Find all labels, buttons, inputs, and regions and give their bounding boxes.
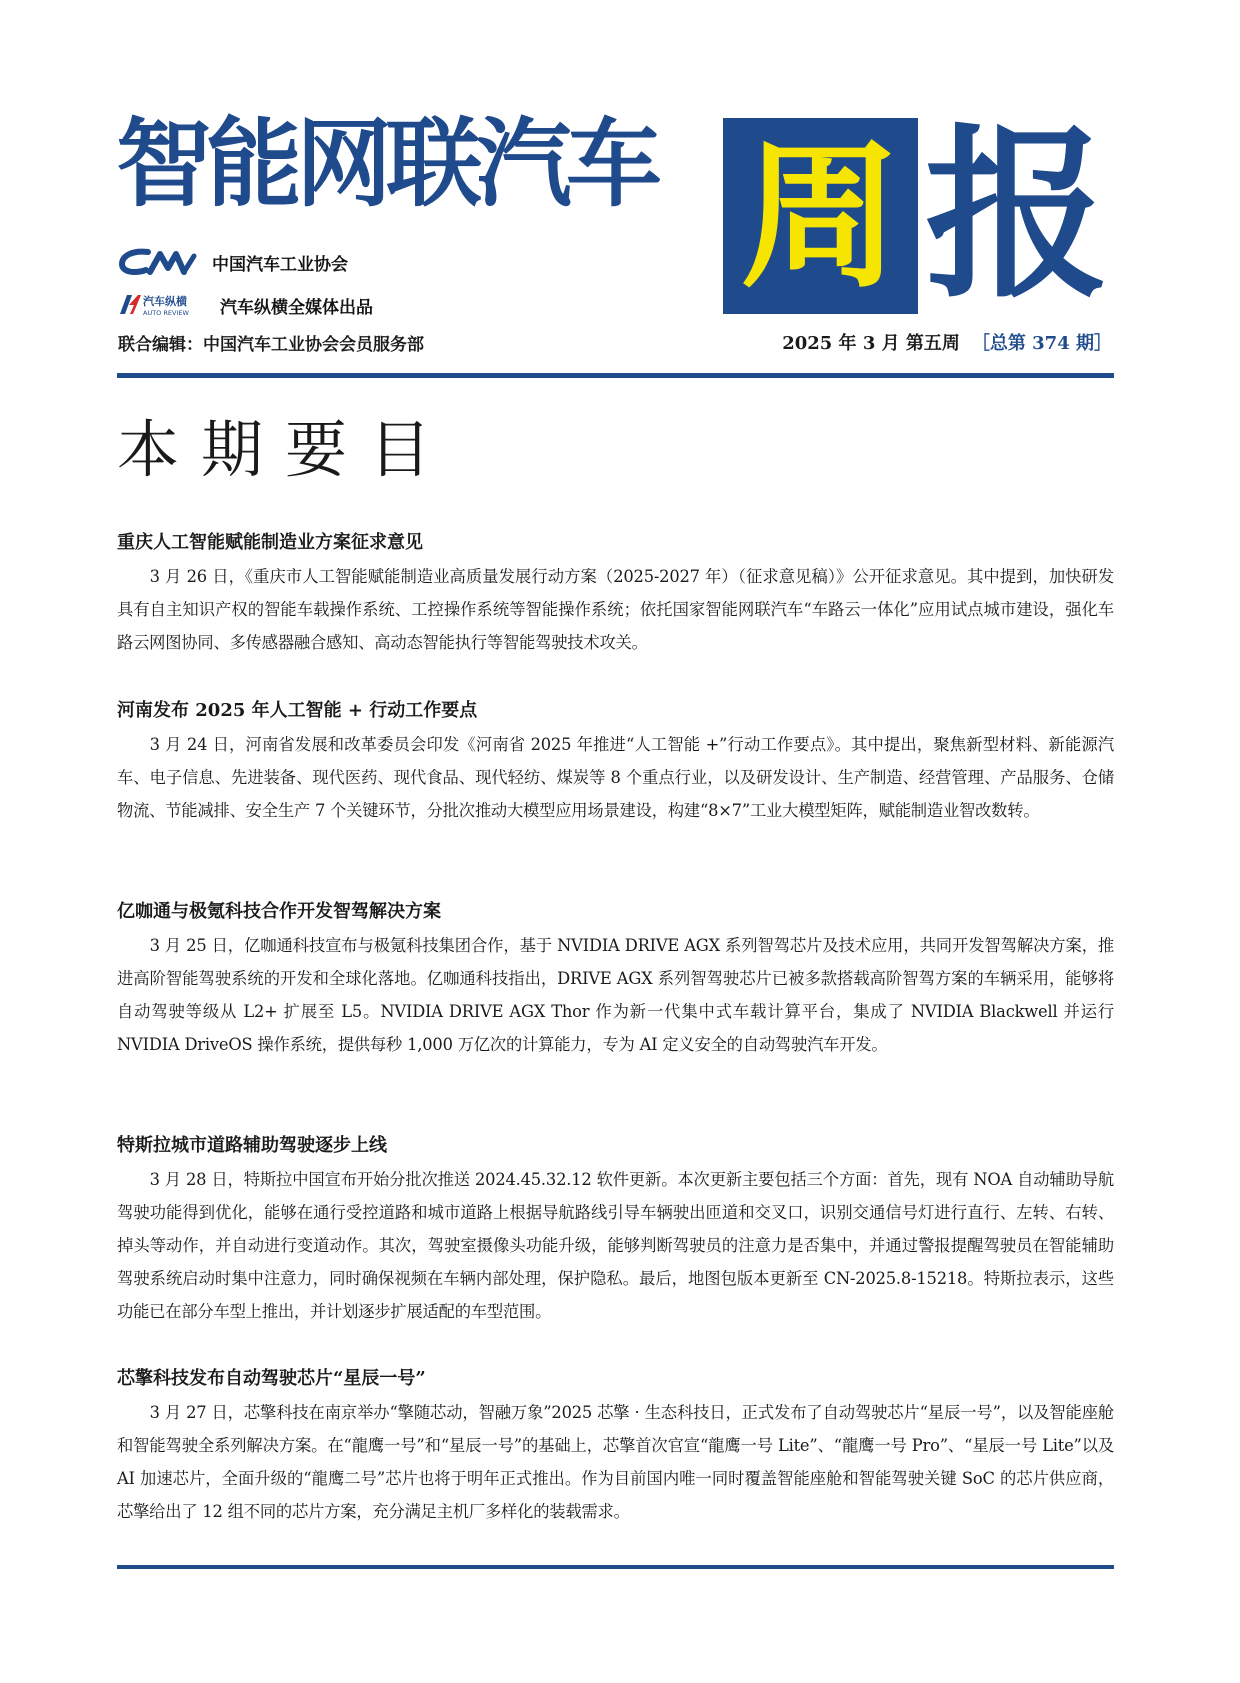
article-body: 3 月 25 日，亿咖通科技宣布与极氪科技集团合作，基于 NVIDIA DRIVE AGX 系列智驾芯片及技术应用，共同开发智驾解决方案，推进高阶智能驾驶系统的开发和全球化落地。亿咖通科技指出，DRIVE AGX 系列智驾驶芯片已被多款搭载高阶智驾方案的车辆采用，能够将自动驾驶等级从 L2+ 扩展至 L5。NVIDIA DRIVE AGX Thor 作为新一代集中式车载计算平台，集成了 NVIDIA Blackwell 并运行 NVIDIA DriveOS 操作系统，提供每秒 1,000 万亿次的计算能力，专为 AI 定义安全的自动驾驶汽车开发。 <box>117 936 1114 1054</box>
caam-logo-icon <box>118 248 202 276</box>
footer-divider <box>117 1565 1114 1569</box>
article-henan <box>117 698 1114 827</box>
article-body: 3 月 27 日，芯擎科技在南京举办“擎随芯动，智融万象”2025 芯擎 · 生态科技日，正式发布了自动驾驶芯片“星辰一号”，以及智能座舱和智能驾驶全系列解决方案。在“龍鹰一号”和“星辰一号”的基础上，芯擎首次官宣“龍鹰一号 Lite”、“龍鹰一号 Pro”、“星辰一号 Lite”以及 AI 加速芯片，全面升级的“龍鹰二号”芯片也将于明年正式推出。作为目前国内唯一同时覆盖智能座舱和智能驾驶关键 SoC 的芯片供应商，芯擎给出了 12 组不同的芯片方案，充分满足主机厂多样化的装载需求。 <box>117 1403 1114 1521</box>
article-siengine <box>117 1366 1114 1528</box>
issue-total-number: ［总第 374 期］ <box>971 333 1112 354</box>
article-title: 河南发布 2025 年人工智能 + 行动工作要点 <box>117 700 478 721</box>
article-title: 重庆人工智能赋能制造业方案征求意见 <box>117 532 423 553</box>
article-body: 3 月 26 日，《重庆市人工智能赋能制造业高质量发展行动方案（2025-2027 年）（征求意见稿）》公开征求意见。其中提到，加快研发具有自主知识产权的智能车载操作系统、工控操作系统等智能操作系统；依托国家智能网联汽车“车路云一体化”应用试点城市建设，强化车路云网图协同、多传感器融合感知、高动态智能执行等智能驾驶技术攻关。 <box>117 567 1114 652</box>
article-tesla <box>117 1133 1114 1328</box>
article-title: 芯擎科技发布自动驾驶芯片“星辰一号” <box>117 1368 426 1389</box>
masthead-zhou-block <box>723 118 918 314</box>
auto-review-logo-row <box>118 292 373 318</box>
masthead-divider <box>117 373 1114 378</box>
article-body: 3 月 28 日，特斯拉中国宣布开始分批次推送 2024.45.32.12 软件更新。本次更新主要包括三个方面：首先，现有 NOA 自动辅助导航驾驶功能得到优化，能够在通行受控道路和城市道路上根据导航路线引导车辆驶出匝道和交叉口，识别交通信号灯进行直行、左转、右转、掉头等动作，并自动进行变道动作。其次，驾驶室摄像头功能升级，能够判断驾驶员的注意力是否集中，并通过警报提醒驾驶员在智能辅助驾驶系统启动时集中注意力，同时确保视频在车辆内部处理，保护隐私。最后，地图包版本更新至 CN-2025.8-15218。特斯拉表示，这些功能已在部分车型上推出，并计划逐步扩展适配的车型范围。 <box>117 1170 1114 1321</box>
co-editor-line: 联合编辑：中国汽车工业协会会员服务部 <box>118 335 424 355</box>
section-title: 本期要目 <box>117 413 454 486</box>
masthead-bao-char: 报 <box>924 109 1109 323</box>
issue-date: 2025 年 3 月 第五周 <box>782 333 960 354</box>
masthead-zhou-char: 周 <box>740 122 901 310</box>
auto-review-publisher: 汽车纵横全媒体出品 <box>220 297 373 318</box>
auto-review-logo-subtext: AUTO REVIEW <box>143 309 189 317</box>
article-title: 特斯拉城市道路辅助驾驶逐步上线 <box>117 1135 387 1156</box>
auto-review-logo-text: 汽车纵横 <box>143 295 187 308</box>
auto-review-logo-icon <box>118 292 210 318</box>
caam-name: 中国汽车工业协会 <box>212 254 348 275</box>
caam-logo-row <box>118 248 348 276</box>
article-title: 亿咖通与极氪科技合作开发智驾解决方案 <box>117 901 441 922</box>
article-chongqing <box>117 530 1114 659</box>
issue-info <box>742 331 1112 357</box>
article-body: 3 月 24 日，河南省发展和改革委员会印发《河南省 2025 年推进“人工智能 +”行动工作要点》。其中提出，聚焦新型材料、新能源汽车、电子信息、先进装备、现代医药、现代食品、现代轻纺、煤炭等 8 个重点行业，以及研发设计、生产制造、经营管理、产品服务、仓储物流、节能减排、安全生产 7 个关键环节，分批次推动大模型应用场景建设，构建“8×7”工业大模型矩阵，赋能制造业智改数转。 <box>117 735 1114 820</box>
masthead-title: 智能网联汽车 <box>116 108 656 220</box>
article-ecarx-zeekr <box>117 899 1114 1061</box>
